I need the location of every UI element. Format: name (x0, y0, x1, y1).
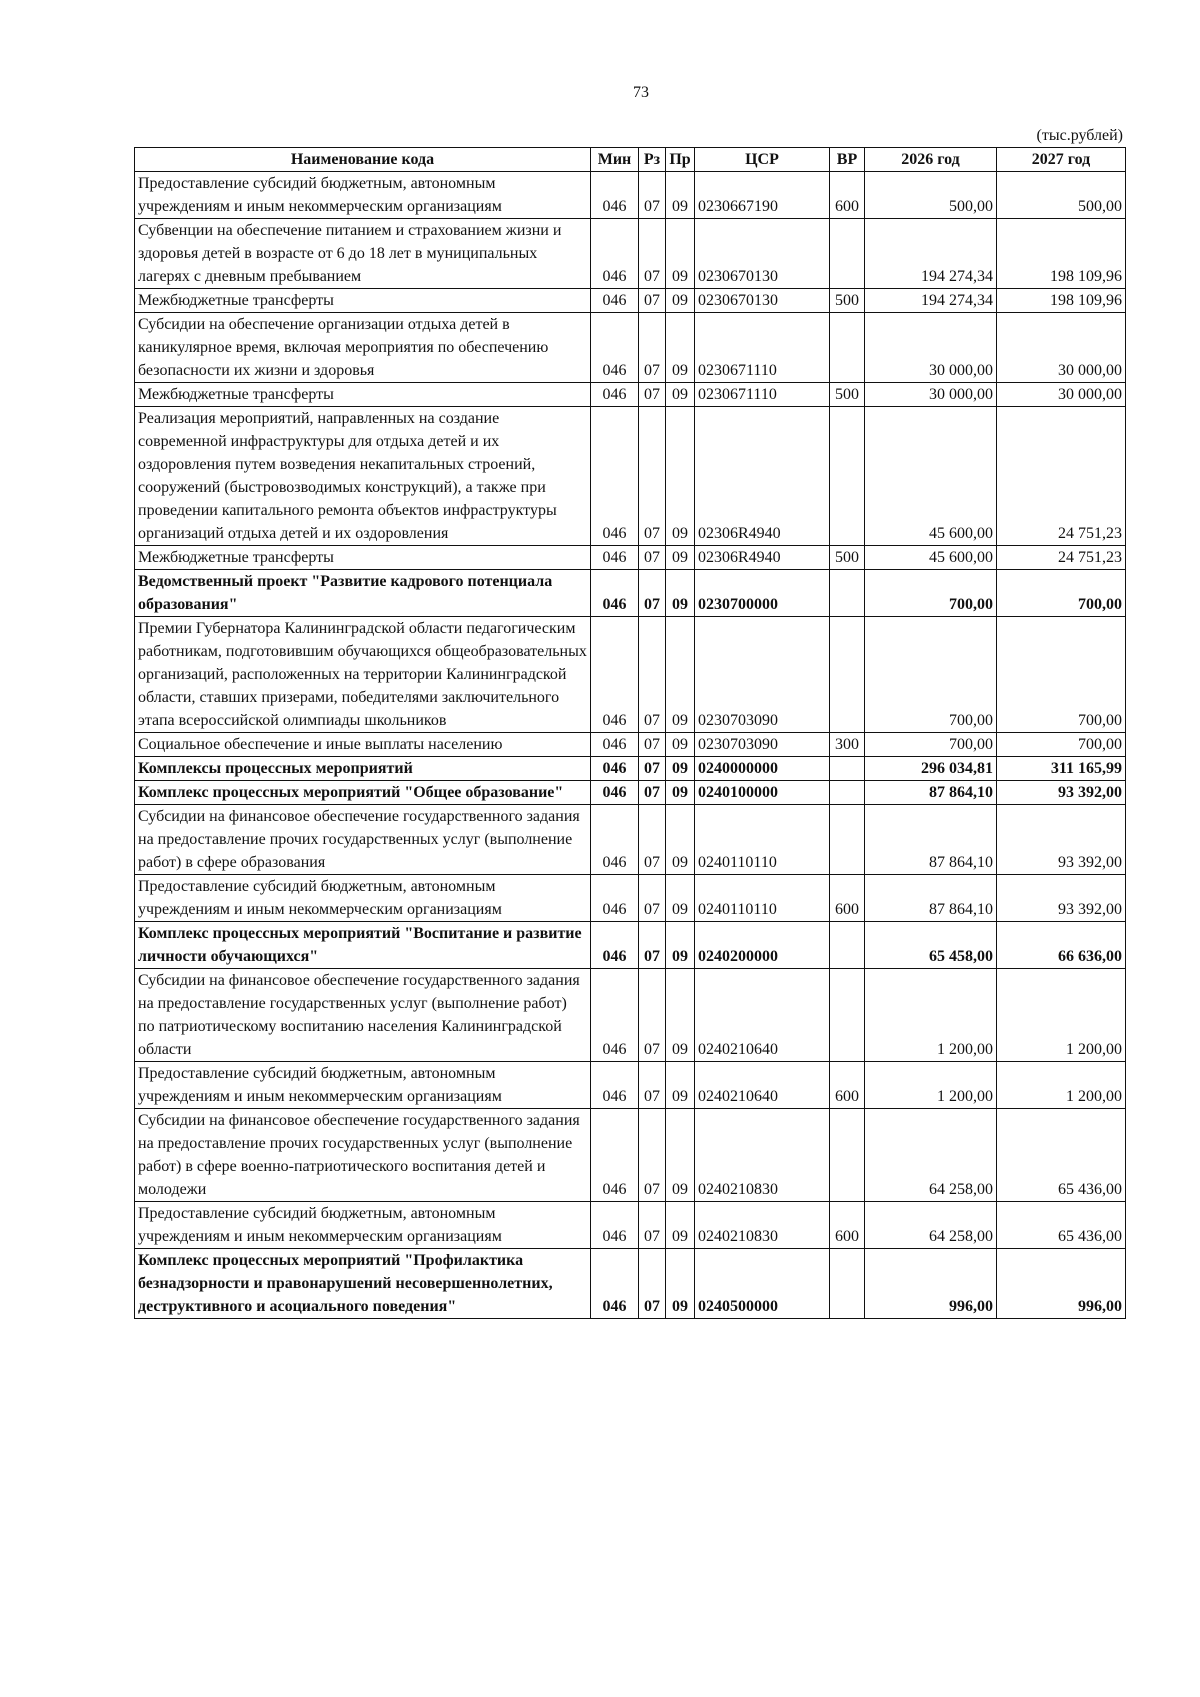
cell-min: 046 (591, 1202, 639, 1249)
cell-rz: 07 (639, 219, 666, 289)
cell-vr (830, 313, 865, 383)
cell-vr (830, 805, 865, 875)
cell-2027: 198 109,96 (997, 289, 1126, 313)
cell-2026: 87 864,10 (865, 781, 997, 805)
cell-pr: 09 (666, 1249, 695, 1319)
cell-vr: 500 (830, 289, 865, 313)
cell-vr (830, 757, 865, 781)
cell-pr: 09 (666, 546, 695, 570)
cell-name: Межбюджетные трансферты (135, 289, 591, 313)
header-csr: ЦСР (695, 148, 830, 172)
cell-name: Субсидии на финансовое обеспечение государственного задания на предоставление прочих государственных услуг (выполнение работ) в сфере образования (135, 805, 591, 875)
cell-name: Ведомственный проект "Развитие кадрового потенциала образования" (135, 570, 591, 617)
cell-min: 046 (591, 313, 639, 383)
cell-2026: 87 864,10 (865, 805, 997, 875)
cell-2027: 996,00 (997, 1249, 1126, 1319)
cell-vr: 600 (830, 172, 865, 219)
cell-name: Межбюджетные трансферты (135, 383, 591, 407)
cell-csr: 02306R4940 (695, 407, 830, 546)
cell-2027: 66 636,00 (997, 922, 1126, 969)
cell-vr (830, 219, 865, 289)
cell-name: Реализация мероприятий, направленных на создание современной инфраструктуры для отдыха детей и их оздоровления путем возведения некапитальных строений, сооружений (быстровозводимых конструкций), а также при проведении капитального ремонта объектов инфраструктуры организаций отдыха детей и их оздоровления (135, 407, 591, 546)
cell-pr: 09 (666, 172, 695, 219)
header-name: Наименование кода (135, 148, 591, 172)
cell-2027: 93 392,00 (997, 875, 1126, 922)
table-row (135, 172, 1126, 219)
budget-table (134, 147, 1126, 1319)
cell-name: Предоставление субсидий бюджетным, автономным учреждениям и иным некоммерческим организациям (135, 875, 591, 922)
cell-pr: 09 (666, 733, 695, 757)
cell-min: 046 (591, 546, 639, 570)
cell-2026: 30 000,00 (865, 313, 997, 383)
cell-2026: 700,00 (865, 617, 997, 733)
cell-2027: 65 436,00 (997, 1109, 1126, 1202)
cell-2027: 198 109,96 (997, 219, 1126, 289)
table-row (135, 1202, 1126, 1249)
cell-min: 046 (591, 383, 639, 407)
cell-vr (830, 969, 865, 1062)
cell-rz: 07 (639, 875, 666, 922)
cell-pr: 09 (666, 617, 695, 733)
cell-2026: 296 034,81 (865, 757, 997, 781)
cell-vr: 500 (830, 546, 865, 570)
header-2026: 2026 год (865, 148, 997, 172)
cell-min: 046 (591, 781, 639, 805)
cell-vr (830, 1109, 865, 1202)
cell-min: 046 (591, 757, 639, 781)
table-row (135, 757, 1126, 781)
cell-2026: 87 864,10 (865, 875, 997, 922)
table-row (135, 617, 1126, 733)
cell-pr: 09 (666, 1062, 695, 1109)
cell-csr: 0230700000 (695, 570, 830, 617)
cell-name: Комплекс процессных мероприятий "Профилактика безнадзорности и правонарушений несовершеннолетних, деструктивного и асоциального поведения" (135, 1249, 591, 1319)
cell-min: 046 (591, 289, 639, 313)
cell-rz: 07 (639, 733, 666, 757)
table-row (135, 733, 1126, 757)
table-row (135, 875, 1126, 922)
cell-2026: 1 200,00 (865, 969, 997, 1062)
cell-name: Социальное обеспечение и иные выплаты населению (135, 733, 591, 757)
cell-name: Межбюджетные трансферты (135, 546, 591, 570)
cell-csr: 0240210640 (695, 1062, 830, 1109)
cell-2026: 700,00 (865, 733, 997, 757)
cell-csr: 0230671110 (695, 313, 830, 383)
table-row (135, 546, 1126, 570)
table-row (135, 1109, 1126, 1202)
table-row (135, 922, 1126, 969)
cell-csr: 0240500000 (695, 1249, 830, 1319)
cell-min: 046 (591, 1062, 639, 1109)
cell-min: 046 (591, 1249, 639, 1319)
cell-2027: 24 751,23 (997, 546, 1126, 570)
cell-2026: 1 200,00 (865, 1062, 997, 1109)
cell-rz: 07 (639, 781, 666, 805)
cell-min: 046 (591, 805, 639, 875)
cell-pr: 09 (666, 922, 695, 969)
header-rz: Рз (639, 148, 666, 172)
cell-pr: 09 (666, 757, 695, 781)
cell-name: Премии Губернатора Калининградской области педагогическим работникам, подготовившим обучающихся общеобразовательных организаций, расположенных на территории Калининградской области, ставших призерами, победителями заключительного этапа всероссийской олимпиады школьников (135, 617, 591, 733)
cell-vr (830, 781, 865, 805)
cell-csr: 0240200000 (695, 922, 830, 969)
cell-name: Комплекс процессных мероприятий "Воспитание и развитие личности обучающихся" (135, 922, 591, 969)
cell-2027: 1 200,00 (997, 969, 1126, 1062)
table-row (135, 1249, 1126, 1319)
table-row (135, 313, 1126, 383)
cell-name: Комплексы процессных мероприятий (135, 757, 591, 781)
table-row (135, 289, 1126, 313)
cell-2027: 700,00 (997, 617, 1126, 733)
cell-min: 046 (591, 1109, 639, 1202)
cell-2026: 194 274,34 (865, 289, 997, 313)
cell-vr: 600 (830, 1062, 865, 1109)
cell-2027: 24 751,23 (997, 407, 1126, 546)
cell-2027: 311 165,99 (997, 757, 1126, 781)
cell-name: Комплекс процессных мероприятий "Общее образование" (135, 781, 591, 805)
cell-vr (830, 922, 865, 969)
cell-rz: 07 (639, 383, 666, 407)
cell-name: Субсидии на финансовое обеспечение государственного задания на предоставление прочих государственных услуг (выполнение работ) в сфере военно-патриотического воспитания детей и молодежи (135, 1109, 591, 1202)
cell-csr: 0240000000 (695, 757, 830, 781)
cell-2027: 93 392,00 (997, 805, 1126, 875)
cell-csr: 0230670130 (695, 289, 830, 313)
cell-rz: 07 (639, 1109, 666, 1202)
cell-2027: 700,00 (997, 733, 1126, 757)
cell-min: 046 (591, 733, 639, 757)
cell-2026: 30 000,00 (865, 383, 997, 407)
cell-vr: 600 (830, 875, 865, 922)
cell-rz: 07 (639, 617, 666, 733)
cell-2027: 700,00 (997, 570, 1126, 617)
cell-name: Предоставление субсидий бюджетным, автономным учреждениям и иным некоммерческим организациям (135, 172, 591, 219)
cell-csr: 0240210830 (695, 1109, 830, 1202)
cell-name: Субсидии на обеспечение организации отдыха детей в каникулярное время, включая мероприятия по обеспечению безопасности их жизни и здоровья (135, 313, 591, 383)
cell-min: 046 (591, 219, 639, 289)
cell-rz: 07 (639, 1249, 666, 1319)
table-row (135, 570, 1126, 617)
cell-min: 046 (591, 922, 639, 969)
header-pr: Пр (666, 148, 695, 172)
cell-2027: 65 436,00 (997, 1202, 1126, 1249)
cell-vr: 600 (830, 1202, 865, 1249)
table-body (135, 172, 1126, 1319)
cell-pr: 09 (666, 407, 695, 546)
cell-2026: 45 600,00 (865, 407, 997, 546)
cell-pr: 09 (666, 781, 695, 805)
cell-rz: 07 (639, 757, 666, 781)
cell-min: 046 (591, 407, 639, 546)
cell-2027: 500,00 (997, 172, 1126, 219)
cell-vr (830, 407, 865, 546)
table-row (135, 1062, 1126, 1109)
cell-csr: 02306R4940 (695, 546, 830, 570)
cell-rz: 07 (639, 407, 666, 546)
cell-min: 046 (591, 617, 639, 733)
cell-rz: 07 (639, 805, 666, 875)
cell-rz: 07 (639, 172, 666, 219)
cell-pr: 09 (666, 875, 695, 922)
cell-rz: 07 (639, 289, 666, 313)
cell-name: Субвенции на обеспечение питанием и страхованием жизни и здоровья детей в возрасте от 6 до 18 лет в муниципальных лагерях с дневным пребыванием (135, 219, 591, 289)
cell-name: Предоставление субсидий бюджетным, автономным учреждениям и иным некоммерческим организациям (135, 1062, 591, 1109)
cell-min: 046 (591, 172, 639, 219)
cell-pr: 09 (666, 289, 695, 313)
cell-2026: 64 258,00 (865, 1202, 997, 1249)
cell-pr: 09 (666, 969, 695, 1062)
cell-csr: 0240210640 (695, 969, 830, 1062)
table-header-row (135, 148, 1126, 172)
cell-pr: 09 (666, 1109, 695, 1202)
cell-csr: 0240110110 (695, 805, 830, 875)
cell-csr: 0230703090 (695, 733, 830, 757)
cell-rz: 07 (639, 922, 666, 969)
table-row (135, 805, 1126, 875)
cell-rz: 07 (639, 570, 666, 617)
table-row (135, 383, 1126, 407)
cell-2026: 45 600,00 (865, 546, 997, 570)
cell-vr (830, 570, 865, 617)
cell-name: Предоставление субсидий бюджетным, автономным учреждениям и иным некоммерческим организациям (135, 1202, 591, 1249)
cell-2026: 194 274,34 (865, 219, 997, 289)
cell-vr (830, 1249, 865, 1319)
cell-2027: 30 000,00 (997, 383, 1126, 407)
cell-pr: 09 (666, 805, 695, 875)
cell-rz: 07 (639, 1062, 666, 1109)
units-label: (тыс.рублей) (1036, 127, 1123, 144)
cell-2027: 30 000,00 (997, 313, 1126, 383)
cell-pr: 09 (666, 383, 695, 407)
cell-vr: 500 (830, 383, 865, 407)
cell-csr: 0230667190 (695, 172, 830, 219)
cell-min: 046 (591, 570, 639, 617)
cell-2026: 996,00 (865, 1249, 997, 1319)
cell-min: 046 (591, 875, 639, 922)
cell-csr: 0240210830 (695, 1202, 830, 1249)
cell-pr: 09 (666, 219, 695, 289)
table-row (135, 219, 1126, 289)
table-row (135, 781, 1126, 805)
cell-vr (830, 617, 865, 733)
cell-rz: 07 (639, 313, 666, 383)
cell-pr: 09 (666, 1202, 695, 1249)
cell-csr: 0240110110 (695, 875, 830, 922)
table-row (135, 969, 1126, 1062)
cell-rz: 07 (639, 1202, 666, 1249)
cell-2026: 64 258,00 (865, 1109, 997, 1202)
table-row (135, 407, 1126, 546)
cell-2027: 1 200,00 (997, 1062, 1126, 1109)
header-2027: 2027 год (997, 148, 1126, 172)
cell-2026: 65 458,00 (865, 922, 997, 969)
cell-min: 046 (591, 969, 639, 1062)
cell-2026: 500,00 (865, 172, 997, 219)
cell-2027: 93 392,00 (997, 781, 1126, 805)
cell-pr: 09 (666, 313, 695, 383)
cell-csr: 0230671110 (695, 383, 830, 407)
page-number: 73 (633, 84, 649, 101)
cell-pr: 09 (666, 570, 695, 617)
cell-rz: 07 (639, 546, 666, 570)
cell-csr: 0230703090 (695, 617, 830, 733)
cell-name: Субсидии на финансовое обеспечение государственного задания на предоставление государственных услуг (выполнение работ) по патриотическому воспитанию населения Калининградской области (135, 969, 591, 1062)
cell-csr: 0230670130 (695, 219, 830, 289)
cell-vr: 300 (830, 733, 865, 757)
cell-csr: 0240100000 (695, 781, 830, 805)
cell-2026: 700,00 (865, 570, 997, 617)
header-min: Мин (591, 148, 639, 172)
header-vr: ВР (830, 148, 865, 172)
cell-rz: 07 (639, 969, 666, 1062)
